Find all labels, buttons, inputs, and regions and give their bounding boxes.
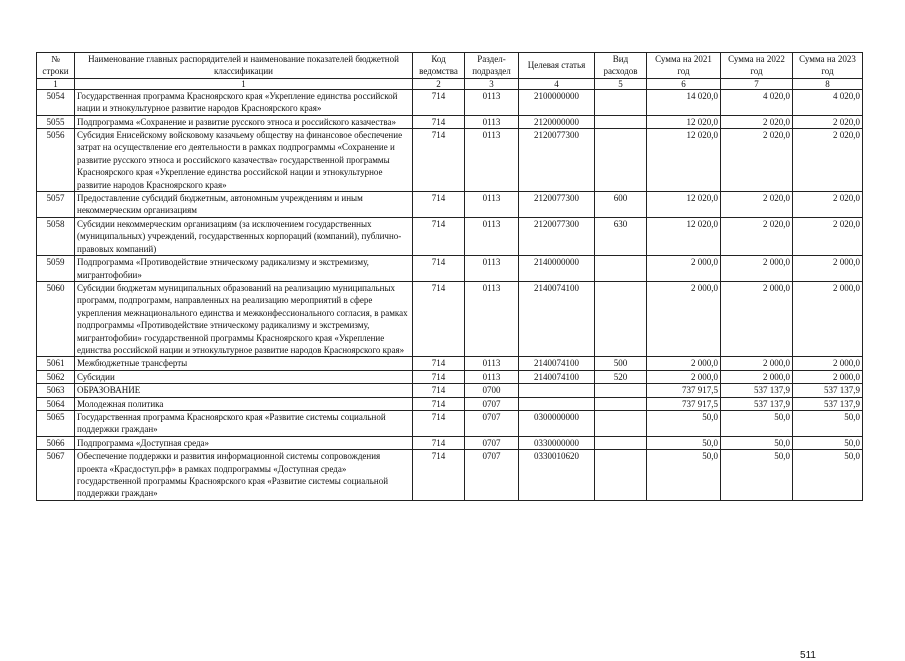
row-name-cell: Субсидии некоммерческим организациям (за исключением государственных (муниципальных) учреждений, государственных корпораций (компаний), публично-правовых компаний) — [75, 217, 413, 255]
row-name-cell: Обеспечение поддержки и развития информационной системы сопровождения проекта «Красдоступ.рф» в рамках подпрограммы «Доступная среда» государственной программы Красноярского края «Развитие системы социальной поддержки граждан» — [75, 450, 413, 501]
budget-document-page — [36, 52, 862, 661]
sum-2021-cell: 2 000,0 — [647, 370, 721, 383]
budget-table — [36, 52, 863, 501]
column-index-row — [37, 78, 863, 89]
target-item-cell — [519, 384, 595, 397]
sum-2022-cell: 2 000,0 — [721, 281, 793, 356]
row-number-cell: 5060 — [37, 281, 75, 356]
column-index-cell: 5 — [595, 78, 647, 89]
expense-type-cell — [595, 256, 647, 282]
sum-2023-cell: 4 020,0 — [793, 89, 863, 115]
row-number-cell: 5067 — [37, 450, 75, 501]
expense-type-cell: 630 — [595, 217, 647, 255]
target-item-cell: 2120000000 — [519, 115, 595, 128]
sum-2021-cell: 2 000,0 — [647, 357, 721, 370]
expense-type-cell — [595, 129, 647, 192]
section-cell: 0113 — [465, 192, 519, 218]
sum-2022-cell: 537 137,9 — [721, 397, 793, 410]
sum-2022-cell: 2 020,0 — [721, 192, 793, 218]
sum-2023-cell: 2 000,0 — [793, 281, 863, 356]
sum-2022-cell: 2 020,0 — [721, 129, 793, 192]
expense-type-cell — [595, 436, 647, 449]
sum-2023-cell: 2 020,0 — [793, 115, 863, 128]
table-header-row — [37, 53, 863, 79]
section-cell: 0113 — [465, 89, 519, 115]
page-number: 511 — [800, 650, 816, 661]
section-cell: 0113 — [465, 256, 519, 282]
section-cell: 0707 — [465, 450, 519, 501]
sum-2022-cell: 4 020,0 — [721, 89, 793, 115]
sum-2022-cell: 2 020,0 — [721, 115, 793, 128]
row-number-cell: 5056 — [37, 129, 75, 192]
row-number-cell: 5055 — [37, 115, 75, 128]
sum-2023-cell: 50,0 — [793, 410, 863, 436]
target-item-cell: 2140074100 — [519, 357, 595, 370]
column-index-cell: 4 — [519, 78, 595, 89]
target-item-cell: 2140074100 — [519, 370, 595, 383]
table-row — [37, 115, 863, 128]
section-cell: 0113 — [465, 115, 519, 128]
target-item-cell: 2140000000 — [519, 256, 595, 282]
table-row — [37, 384, 863, 397]
row-name-cell: ОБРАЗОВАНИЕ — [75, 384, 413, 397]
header-row-number: № строки — [37, 53, 75, 79]
sum-2022-cell: 50,0 — [721, 436, 793, 449]
department-code-cell: 714 — [413, 129, 465, 192]
row-name-cell: Подпрограмма «Противодействие этническому радикализму и экстремизму, мигрантофобии» — [75, 256, 413, 282]
sum-2023-cell: 2 020,0 — [793, 129, 863, 192]
department-code-cell: 714 — [413, 410, 465, 436]
sum-2021-cell: 50,0 — [647, 436, 721, 449]
table-row — [37, 357, 863, 370]
header-sum-2023: Сумма на 2023 год — [793, 53, 863, 79]
header-target-item: Целевая статья — [519, 53, 595, 79]
row-name-cell: Предоставление субсидий бюджетным, автономным учреждениям и иным некоммерческим организациям — [75, 192, 413, 218]
department-code-cell: 714 — [413, 384, 465, 397]
sum-2021-cell: 12 020,0 — [647, 217, 721, 255]
header-expense-type: Вид расходов — [595, 53, 647, 79]
expense-type-cell — [595, 115, 647, 128]
department-code-cell: 714 — [413, 357, 465, 370]
sum-2022-cell: 50,0 — [721, 450, 793, 501]
column-index-cell: 7 — [721, 78, 793, 89]
table-row — [37, 370, 863, 383]
table-body — [37, 89, 863, 500]
target-item-cell: 2100000000 — [519, 89, 595, 115]
row-name-cell: Молодежная политика — [75, 397, 413, 410]
column-index-cell: 2 — [413, 78, 465, 89]
sum-2022-cell: 2 000,0 — [721, 256, 793, 282]
sum-2021-cell: 12 020,0 — [647, 129, 721, 192]
row-name-cell: Субсидии бюджетам муниципальных образований на реализацию муниципальных программ, подпрограмм, направленных на реализацию мероприятий в сфере укрепления межнационального единства и межконфессионального согласия, в рамках подпрограммы «Противодействие этническому радикализму и экстремизму, мигрантофобии» государственной программы Красноярского края «Укрепление единства российской нации и этнокультурное развитие народов Красноярского края» — [75, 281, 413, 356]
sum-2021-cell: 2 000,0 — [647, 256, 721, 282]
expense-type-cell — [595, 281, 647, 356]
table-row — [37, 450, 863, 501]
department-code-cell: 714 — [413, 281, 465, 356]
target-item-cell: 0300000000 — [519, 410, 595, 436]
department-code-cell: 714 — [413, 217, 465, 255]
sum-2023-cell: 2 000,0 — [793, 256, 863, 282]
department-code-cell: 714 — [413, 436, 465, 449]
table-row — [37, 256, 863, 282]
section-cell: 0700 — [465, 384, 519, 397]
expense-type-cell: 600 — [595, 192, 647, 218]
row-name-cell: Государственная программа Красноярского края «Развитие системы социальной поддержки граждан» — [75, 410, 413, 436]
table-row — [37, 217, 863, 255]
expense-type-cell — [595, 384, 647, 397]
sum-2023-cell: 537 137,9 — [793, 384, 863, 397]
section-cell: 0707 — [465, 397, 519, 410]
row-name-cell: Субсидия Енисейскому войсковому казачьему обществу на финансовое обеспечение затрат на осуществление его деятельности в рамках подпрограммы «Сохранение и развитие русского этноса и российского казачества» государственной программы Красноярского края «Укрепление единства российской нации и этнокультурное развитие народов Красноярского края» — [75, 129, 413, 192]
sum-2021-cell: 2 000,0 — [647, 281, 721, 356]
sum-2021-cell: 50,0 — [647, 410, 721, 436]
sum-2022-cell: 2 000,0 — [721, 357, 793, 370]
header-sum-2022: Сумма на 2022 год — [721, 53, 793, 79]
sum-2021-cell: 737 917,5 — [647, 384, 721, 397]
sum-2021-cell: 12 020,0 — [647, 192, 721, 218]
department-code-cell: 714 — [413, 370, 465, 383]
row-number-cell: 5061 — [37, 357, 75, 370]
column-index-cell: 8 — [793, 78, 863, 89]
sum-2022-cell: 2 000,0 — [721, 370, 793, 383]
table-row — [37, 129, 863, 192]
sum-2023-cell: 537 137,9 — [793, 397, 863, 410]
row-number-cell: 5058 — [37, 217, 75, 255]
target-item-cell: 2120077300 — [519, 129, 595, 192]
header-department-code: Код ведомства — [413, 53, 465, 79]
expense-type-cell — [595, 89, 647, 115]
column-index-cell: 6 — [647, 78, 721, 89]
column-index-cell: 3 — [465, 78, 519, 89]
expense-type-cell — [595, 410, 647, 436]
section-cell: 0113 — [465, 281, 519, 356]
column-index-cell: 1 — [37, 78, 75, 89]
department-code-cell: 714 — [413, 89, 465, 115]
row-name-cell: Межбюджетные трансферты — [75, 357, 413, 370]
section-cell: 0113 — [465, 370, 519, 383]
expense-type-cell — [595, 450, 647, 501]
row-number-cell: 5059 — [37, 256, 75, 282]
sum-2023-cell: 50,0 — [793, 450, 863, 501]
department-code-cell: 714 — [413, 450, 465, 501]
department-code-cell: 714 — [413, 256, 465, 282]
table-row — [37, 410, 863, 436]
table-row — [37, 89, 863, 115]
header-name: Наименование главных распорядителей и наименование показателей бюджетной классификации — [75, 53, 413, 79]
department-code-cell: 714 — [413, 397, 465, 410]
row-number-cell: 5066 — [37, 436, 75, 449]
sum-2022-cell: 537 137,9 — [721, 384, 793, 397]
row-number-cell: 5064 — [37, 397, 75, 410]
header-sum-2021: Сумма на 2021 год — [647, 53, 721, 79]
sum-2021-cell: 737 917,5 — [647, 397, 721, 410]
expense-type-cell — [595, 397, 647, 410]
row-number-cell: 5057 — [37, 192, 75, 218]
row-name-cell: Подпрограмма «Сохранение и развитие русского этноса и российского казачества» — [75, 115, 413, 128]
header-section: Раздел-подраздел — [465, 53, 519, 79]
department-code-cell: 714 — [413, 115, 465, 128]
target-item-cell: 2140074100 — [519, 281, 595, 356]
expense-type-cell: 520 — [595, 370, 647, 383]
target-item-cell: 0330000000 — [519, 436, 595, 449]
section-cell: 0113 — [465, 129, 519, 192]
sum-2021-cell: 12 020,0 — [647, 115, 721, 128]
target-item-cell: 0330010620 — [519, 450, 595, 501]
row-name-cell: Подпрограмма «Доступная среда» — [75, 436, 413, 449]
sum-2023-cell: 2 000,0 — [793, 357, 863, 370]
department-code-cell: 714 — [413, 192, 465, 218]
sum-2021-cell: 14 020,0 — [647, 89, 721, 115]
row-number-cell: 5065 — [37, 410, 75, 436]
sum-2021-cell: 50,0 — [647, 450, 721, 501]
row-number-cell: 5062 — [37, 370, 75, 383]
sum-2023-cell: 2 020,0 — [793, 217, 863, 255]
sum-2022-cell: 50,0 — [721, 410, 793, 436]
row-number-cell: 5063 — [37, 384, 75, 397]
target-item-cell: 2120077300 — [519, 217, 595, 255]
table-row — [37, 436, 863, 449]
row-number-cell: 5054 — [37, 89, 75, 115]
row-name-cell: Субсидии — [75, 370, 413, 383]
table-row — [37, 281, 863, 356]
table-row — [37, 397, 863, 410]
column-index-cell: 1 — [75, 78, 413, 89]
section-cell: 0707 — [465, 436, 519, 449]
section-cell: 0707 — [465, 410, 519, 436]
section-cell: 0113 — [465, 357, 519, 370]
sum-2023-cell: 50,0 — [793, 436, 863, 449]
table-row — [37, 192, 863, 218]
sum-2022-cell: 2 020,0 — [721, 217, 793, 255]
sum-2023-cell: 2 020,0 — [793, 192, 863, 218]
target-item-cell: 2120077300 — [519, 192, 595, 218]
expense-type-cell: 500 — [595, 357, 647, 370]
section-cell: 0113 — [465, 217, 519, 255]
row-name-cell: Государственная программа Красноярского края «Укрепление единства российской нации и этнокультурное развитие народов Красноярского края» — [75, 89, 413, 115]
target-item-cell — [519, 397, 595, 410]
sum-2023-cell: 2 000,0 — [793, 370, 863, 383]
